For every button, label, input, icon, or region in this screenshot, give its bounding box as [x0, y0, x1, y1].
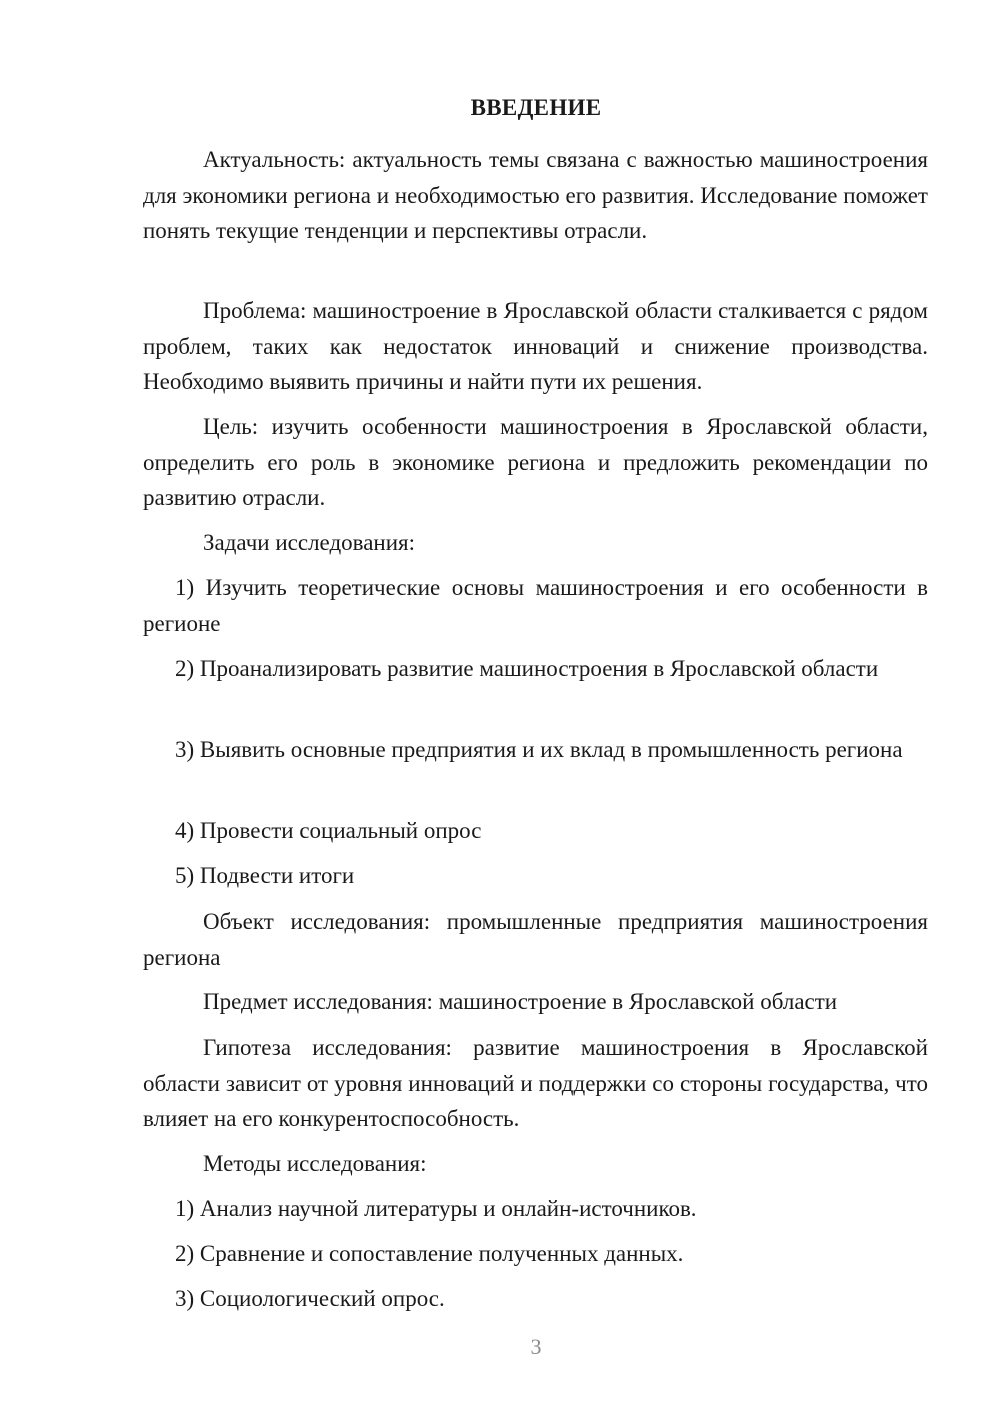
paragraph-goal: Цель: изучить особенности машиностроения в Ярославской области, определить его роль в экономике региона и предложить рекомендации по развитию отрасли.: [143, 414, 928, 510]
paragraph-methods-heading: Методы исследования:: [203, 1151, 427, 1176]
list-item-task-4: 4) Провести социальный опрос: [175, 818, 482, 843]
section-title: ВВЕДЕНИЕ: [470, 95, 602, 120]
list-item-method-1: 1) Анализ научной литературы и онлайн-источников.: [175, 1196, 697, 1221]
list-item-task-3: 3) Выявить основные предприятия и их вклад в промышленность региона: [175, 737, 903, 762]
page-number: 3: [530, 1334, 542, 1359]
paragraph-relevance: Актуальность: актуальность темы связана с важностью машиностроения для экономики региона и необходимостью его развития. Исследование поможет понять текущие тенденции и перспективы отрасли.: [143, 147, 928, 243]
paragraph-tasks-heading: Задачи исследования:: [203, 530, 416, 555]
paragraph-subject: Предмет исследования: машиностроение в Ярославской области: [203, 989, 838, 1014]
list-item-method-2: 2) Сравнение и сопоставление полученных данных.: [175, 1241, 684, 1266]
paragraph-problem: Проблема: машиностроение в Ярославской области сталкивается с рядом проблем, таких как недостаток инноваций и снижение производства. Необходимо выявить причины и найти пути их решения.: [143, 298, 928, 394]
list-item-method-3: 3) Социологический опрос.: [175, 1286, 445, 1311]
paragraph-object: Объект исследования: промышленные предприятия машиностроения региона: [143, 909, 928, 970]
list-item-task-2: 2) Проанализировать развитие машиностроения в Ярославской области: [175, 656, 879, 681]
paragraph-hypothesis: Гипотеза исследования: развитие машиностроения в Ярославской области зависит от уровня инноваций и поддержки со стороны государства, что влияет на его конкурентоспособность.: [143, 1035, 928, 1131]
list-item-task-5: 5) Подвести итоги: [175, 863, 355, 888]
list-item-task-1: 1) Изучить теоретические основы машиностроения и его особенности в регионе: [143, 575, 928, 636]
